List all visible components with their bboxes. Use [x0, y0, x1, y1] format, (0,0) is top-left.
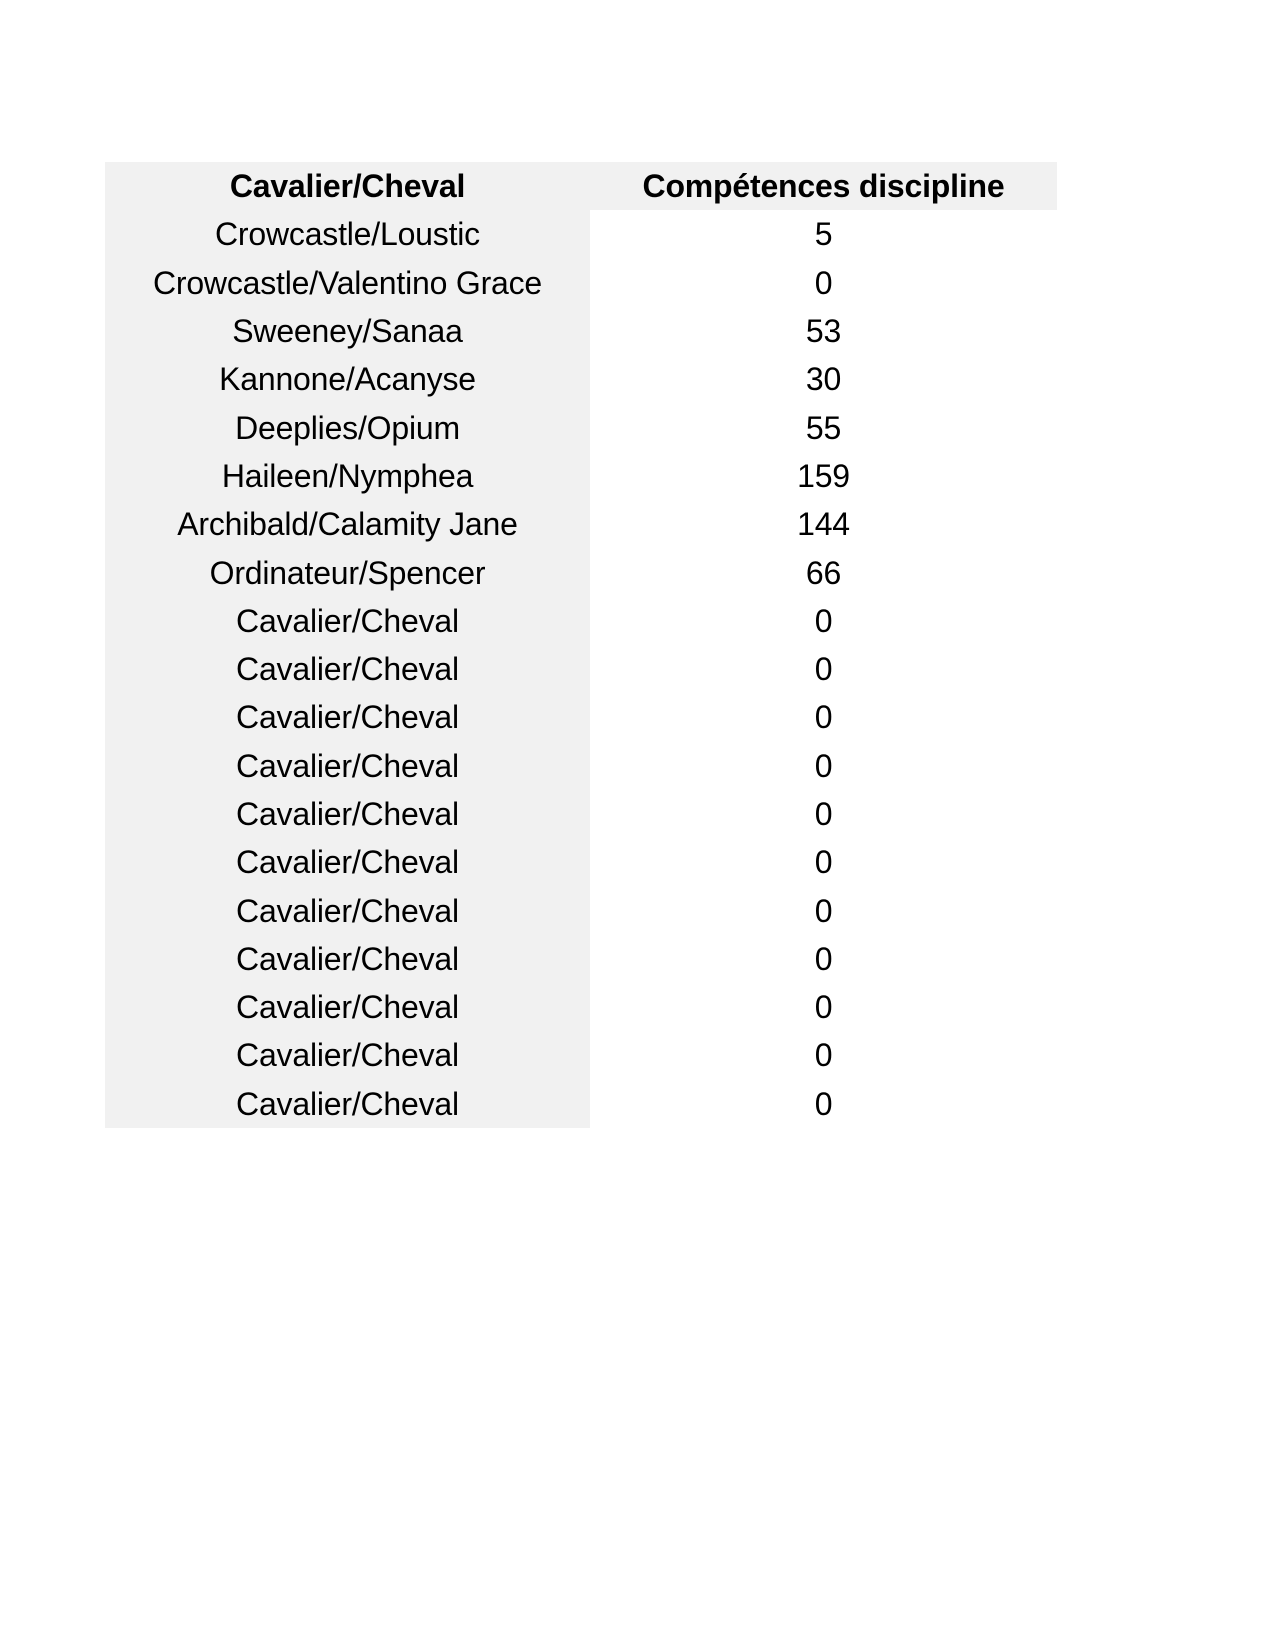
rider-horse-cell: Deeplies/Opium — [105, 403, 590, 451]
rider-horse-cell: Haileen/Nymphea — [105, 452, 590, 500]
rider-horse-cell: Crowcastle/Valentino Grace — [105, 259, 590, 307]
table-row — [105, 886, 1057, 934]
score-cell: 0 — [814, 699, 833, 736]
table-row — [105, 645, 1057, 693]
score-cell: 144 — [797, 506, 850, 543]
score-cell: 159 — [797, 457, 850, 494]
rider-horse-cell: Cavalier/Cheval — [105, 693, 590, 741]
rider-horse-cell: Ordinateur/Spencer — [105, 548, 590, 596]
score-cell: 0 — [814, 1037, 833, 1074]
rider-horse-cell: Cavalier/Cheval — [105, 886, 590, 934]
table-body — [105, 210, 1057, 1128]
table-row — [105, 259, 1057, 307]
table-row — [105, 983, 1057, 1031]
header-competences-discipline: Compétences discipline — [590, 162, 1057, 210]
rider-horse-cell: Cavalier/Cheval — [105, 935, 590, 983]
score-cell: 0 — [814, 796, 833, 832]
rider-horse-cell: Kannone/Acanyse — [105, 355, 590, 403]
table-row — [105, 838, 1057, 886]
table-row — [105, 597, 1057, 645]
table-row — [105, 1031, 1057, 1079]
table-row — [105, 452, 1057, 500]
score-cell: 55 — [805, 409, 842, 446]
table-row — [105, 1080, 1057, 1128]
rider-horse-cell: Cavalier/Cheval — [105, 838, 590, 886]
table-row — [105, 548, 1057, 596]
score-cell: 0 — [814, 651, 833, 688]
rider-horse-cell: Sweeney/Sanaa — [105, 307, 590, 355]
score-cell: 0 — [814, 844, 833, 881]
table-row — [105, 210, 1057, 258]
rider-horse-cell: Cavalier/Cheval — [105, 790, 590, 838]
score-cell: 0 — [814, 602, 833, 639]
table-row — [105, 307, 1057, 355]
score-cell: 30 — [805, 361, 842, 398]
table-row — [105, 693, 1057, 741]
table-row — [105, 935, 1057, 983]
rider-horse-cell: Crowcastle/Loustic — [105, 210, 590, 258]
score-cell: 0 — [814, 264, 833, 301]
score-cell: 5 — [814, 216, 833, 253]
rider-horse-cell: Cavalier/Cheval — [105, 1080, 590, 1128]
score-cell: 0 — [814, 989, 833, 1026]
score-cell: 0 — [814, 747, 833, 784]
rider-horse-cell: Cavalier/Cheval — [105, 742, 590, 790]
score-cell: 0 — [814, 1085, 833, 1122]
rider-horse-cell: Cavalier/Cheval — [105, 1031, 590, 1079]
table-row — [105, 500, 1057, 548]
header-cavalier-cheval: Cavalier/Cheval — [105, 162, 590, 210]
score-cell: 0 — [814, 892, 833, 929]
table-row — [105, 355, 1057, 403]
rider-horse-cell: Cavalier/Cheval — [105, 983, 590, 1031]
score-cell: 66 — [805, 554, 842, 591]
rider-horse-cell: Cavalier/Cheval — [105, 645, 590, 693]
table-row — [105, 742, 1057, 790]
table-header-row — [105, 162, 1057, 210]
score-cell: 0 — [814, 940, 833, 977]
table-row — [105, 403, 1057, 451]
rider-horse-cell: Archibald/Calamity Jane — [105, 500, 590, 548]
rider-horse-cell: Cavalier/Cheval — [105, 597, 590, 645]
competences-table — [105, 162, 1057, 1128]
score-cell: 53 — [805, 313, 842, 350]
table-row — [105, 790, 1057, 838]
